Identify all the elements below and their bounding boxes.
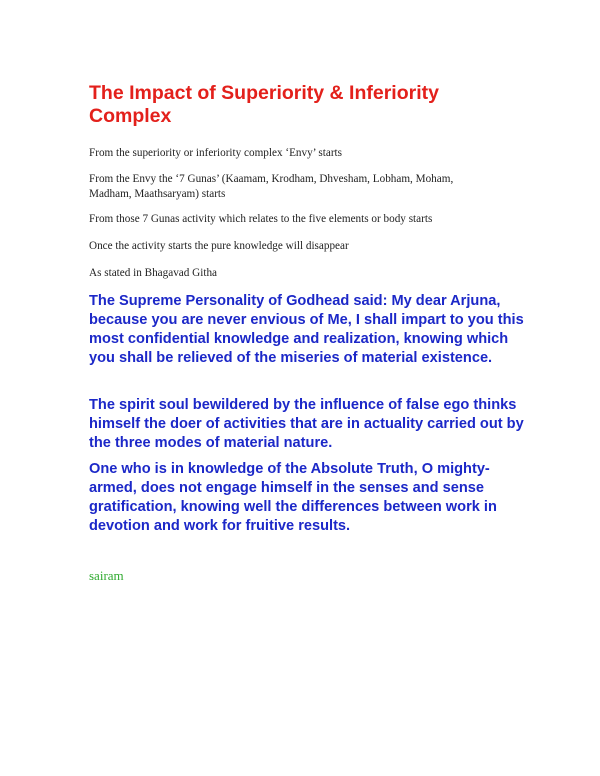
document-title: The Impact of Superiority & Inferiority Complex [89,82,439,127]
paragraph-activity: From those 7 Gunas activity which relates to the five elements or body starts [89,213,433,225]
paragraph-gunas: From the Envy the ‘7 Gunas’ (Kaamam, Krodham, Dhvesham, Lobham, Moham, Madham, Maathsaryam) starts [89,173,454,200]
paragraph-envy: From the superiority or inferiority complex ‘Envy’ starts [89,147,343,159]
signature: sairam [89,568,124,583]
quote-false-ego: The spirit soul bewildered by the influence of false ego thinks himself the doer of activities that are in actuality carried out by the three modes of material nature. [89,397,524,451]
paragraph-knowledge: Once the activity starts the pure knowledge will disappear [89,240,349,252]
quote-absolute-truth: One who is in knowledge of the Absolute Truth, O mighty-armed, does not engage himself in the senses and sense gratification, knowing well the differences between work in devotion and work for fruitive results. [89,461,497,534]
paragraph-githa-intro: As stated in Bhagavad Githa [89,267,218,279]
quote-confidential-knowledge: The Supreme Personality of Godhead said: My dear Arjuna, because you are never envious of Me, I shall impart to you this most confidential knowledge and realization, knowing which you shall be relieved of the miseries of material existence. [89,293,524,366]
